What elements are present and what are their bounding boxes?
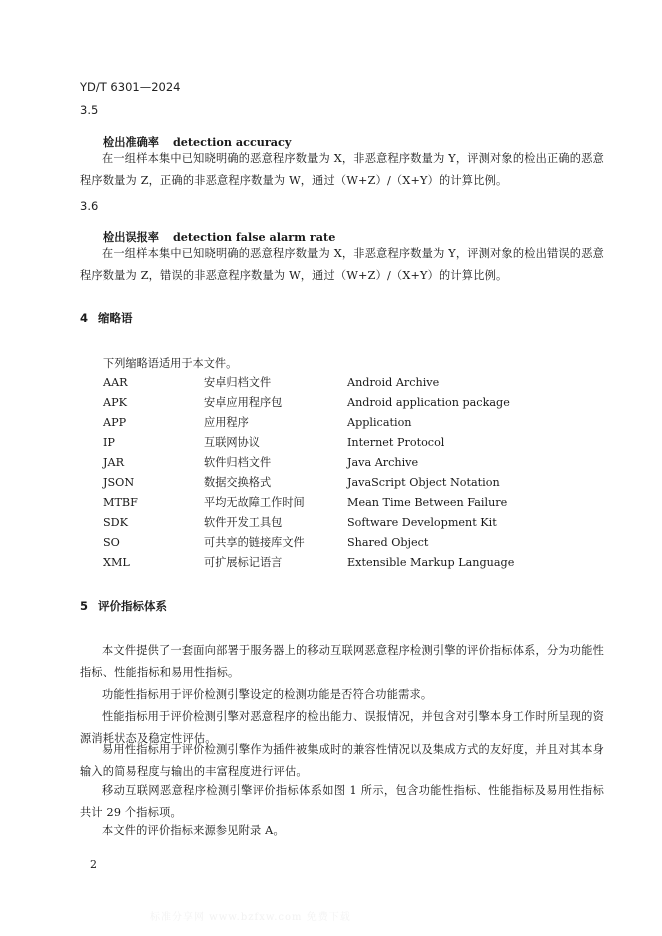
abbr: MTBF [103,496,138,509]
section-5-paragraph: 性能指标用于评价检测引擎对恶意程序的检出能力、误报情况，并包含对引擎本身工作时所呈现的资源消耗状态及稳定性评估。 [80,710,604,745]
abbr-en: Android application package [347,396,510,409]
abbr: JAR [103,456,124,469]
document-code-header: YD/T 6301—2024 [80,80,181,94]
abbr-cn: 数据交换格式 [204,476,272,489]
abbreviations-intro: 下列缩略语适用于本文件。 [103,357,238,370]
abbr-cn: 互联网协议 [204,436,260,449]
section-title: 缩略语 [98,311,133,325]
abbr-en: Mean Time Between Failure [347,496,508,509]
abbr: APK [103,396,127,409]
abbr: SDK [103,516,128,529]
abbr-cn: 平均无故障工作时间 [204,496,305,509]
abbr-en: Software Development Kit [347,516,497,529]
abbr-cn: 安卓应用程序包 [204,396,283,409]
abbr: JSON [103,476,135,489]
section-5-paragraph: 易用性指标用于评价检测引擎作为插件被集成时的兼容性情况以及集成方式的友好度，并且对其本身输入的简易程度与输出的丰富程度进行评估。 [80,743,604,778]
term-cn: 检出误报率 [103,230,159,244]
term-cn: 检出准确率 [103,135,159,149]
abbr: APP [103,416,127,429]
section-5-paragraph: 移动互联网恶意程序检测引擎评价指标体系如图 1 所示，包含功能性指标、性能指标及易用性指标共计 29 个指标项。 [80,784,604,819]
term-en: detection false alarm rate [172,230,336,244]
abbr-cn: 应用程序 [204,416,249,429]
abbr-cn: 软件开发工具包 [204,516,283,529]
section-heading-5 [80,598,167,614]
section-5-paragraph: 本文件的评价指标来源参见附录 A。 [102,824,285,837]
section-number: 4 [80,311,89,325]
abbr-en: Application [347,416,412,429]
abbr-cn: 软件归档文件 [204,456,272,469]
abbr-cn: 安卓归档文件 [204,376,272,389]
abbr-cn: 可共享的链接库文件 [204,536,305,549]
definition-detection-accuracy: 在一组样本集中已知晓明确的恶意程序数量为 X，非恶意程序数量为 Y，评测对象的检出正确的恶意程序数量为 Z，正确的非恶意程序数量为 W，通过（W+Z）/（X+Y）的计算比例。 [80,152,604,187]
abbr-en: Internet Protocol [347,436,445,449]
clause-number-3-6: 3.6 [80,199,99,213]
abbr-en: JavaScript Object Notation [347,476,500,489]
abbr: AAR [103,376,128,389]
abbr: IP [103,436,115,449]
clause-number-3-5: 3.5 [80,103,99,117]
abbr-en: Shared Object [347,536,429,549]
section-number: 5 [80,599,89,613]
section-5-paragraph: 本文件提供了一套面向部署于服务器上的移动互联网恶意程序检测引擎的评价指标体系，分为功能性指标、性能指标和易用性指标。 [80,644,604,679]
abbr: SO [103,536,120,549]
footer-watermark: 标准分享网 www.bzfxw.com 免费下载 [150,912,351,923]
abbr-en: Android Archive [347,376,440,389]
page-number: 2 [90,858,97,871]
definition-detection-false-alarm-rate: 在一组样本集中已知晓明确的恶意程序数量为 X，非恶意程序数量为 Y，评测对象的检出错误的恶意程序数量为 Z，错误的非恶意程序数量为 W，通过（W+Z）/（X+Y）的计算比例。 [80,247,604,282]
abbr-en: Extensible Markup Language [347,556,515,569]
term-en: detection accuracy [172,135,292,149]
section-5-paragraph: 功能性指标用于评价检测引擎设定的检测功能是否符合功能需求。 [102,688,433,701]
section-heading-4 [80,310,133,326]
abbr-cn: 可扩展标记语言 [204,556,283,569]
abbr-en: Java Archive [347,456,419,469]
abbr: XML [103,556,130,569]
section-title: 评价指标体系 [98,599,167,613]
